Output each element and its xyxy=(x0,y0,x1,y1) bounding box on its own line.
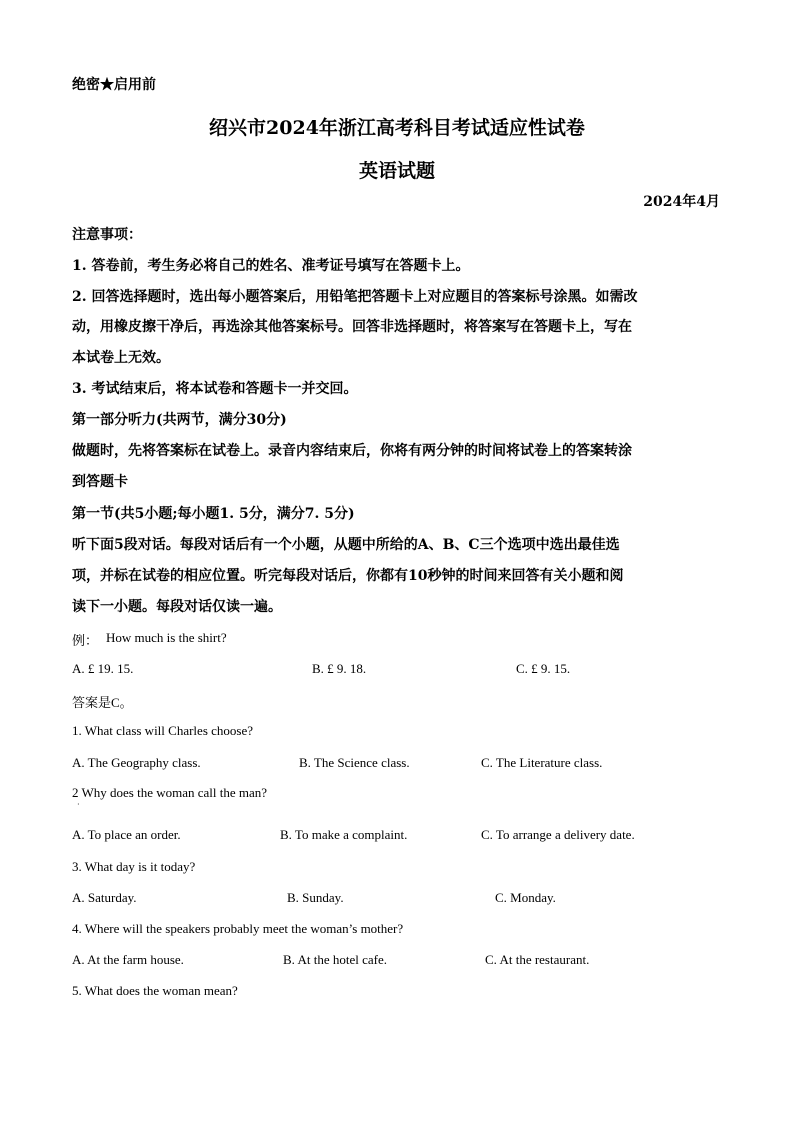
section1-instruction-line-2: 项，并标在试卷的相应位置。听完每段对话后，你都有10秒钟的时间来回答有关小题和阅 xyxy=(72,568,624,584)
note-item-2-line-1: 2. 回答选择题时，选出每小题答案后，用铅笔把答题卡上对应题目的答案标号涂黑。如需改 xyxy=(72,289,638,305)
question-3-option-b: B. Sunday. xyxy=(287,890,344,905)
question-2-option-c: C. To arrange a delivery date. xyxy=(481,827,635,842)
question-4-stem: 4. Where will the speakers probably meet the woman’s mother? xyxy=(72,921,404,936)
note-item-1: 1. 答卷前，考生务必将自己的姓名、准考证号填写在答题卡上。 xyxy=(72,258,470,274)
question-5-stem: 5. What does the woman mean? xyxy=(72,983,238,998)
question-1-option-b: B. The Science class. xyxy=(299,755,410,770)
section1-instruction-line-1: 听下面5段对话。每段对话后有一个小题，从题中所给的A、B、C三个选项中选出最佳选 xyxy=(72,537,620,553)
example-option-c: C. £ 9. 15. xyxy=(516,661,571,676)
part1-instruction-line-1: 做题时，先将答案标在试卷上。录音内容结束后，你将有两分钟的时间将试卷上的答案转涂 xyxy=(72,443,632,459)
section1-instruction-line-3: 读下一小题。每段对话仅读一遍。 xyxy=(72,599,282,615)
question-2-option-a: A. To place an order. xyxy=(72,827,181,842)
question-4-option-b: B. At the hotel cafe. xyxy=(283,952,387,967)
question-4-option-a: A. At the farm house. xyxy=(72,952,184,967)
note-item-2-line-3: 本试卷上无效。 xyxy=(72,350,170,366)
notes-heading: 注意事项： xyxy=(72,227,142,243)
exam-title: 绍兴市2024年浙江高考科目考试适应性试卷 xyxy=(209,117,585,139)
question-1-stem: 1. What class will Charles choose? xyxy=(72,723,253,738)
question-3-stem: 3. What day is it today? xyxy=(72,859,196,874)
note-item-3: 3. 考试结束后，将本试卷和答题卡一并交回。 xyxy=(72,381,358,397)
question-1-option-c: C. The Literature class. xyxy=(481,755,603,770)
question-1-option-a: A. The Geography class. xyxy=(72,755,201,770)
exam-subtitle: 英语试题 xyxy=(358,160,435,182)
stray-dot: · xyxy=(77,800,80,809)
example-option-a: A. £ 19. 15. xyxy=(72,661,134,676)
example-answer: 答案是C。 xyxy=(72,695,133,710)
example-label: 例： xyxy=(72,633,99,648)
question-2-option-b: B. To make a complaint. xyxy=(280,827,408,842)
exam-date: 2024年4月 xyxy=(643,194,720,210)
part1-instruction-line-2: 到答题卡 xyxy=(72,474,128,490)
example-option-b: B. £ 9. 18. xyxy=(312,661,367,676)
question-3-option-c: C. Monday. xyxy=(495,890,556,905)
question-3-option-a: A. Saturday. xyxy=(72,890,137,905)
note-item-2-line-2: 动，用橡皮擦干净后，再选涂其他答案标号。回答非选择题时，将答案写在答题卡上，写在 xyxy=(72,319,632,335)
question-4-option-c: C. At the restaurant. xyxy=(485,952,590,967)
example-question: How much is the shirt? xyxy=(106,630,227,645)
question-2-stem: 2 Why does the woman call the man? xyxy=(72,785,268,800)
part1-heading: 第一部分听力(共两节，满分30分) xyxy=(72,412,287,428)
confidential-mark: 绝密★启用前 xyxy=(72,77,156,93)
section1-heading: 第一节(共5小题;每小题1. 5分，满分7. 5分) xyxy=(72,506,355,522)
